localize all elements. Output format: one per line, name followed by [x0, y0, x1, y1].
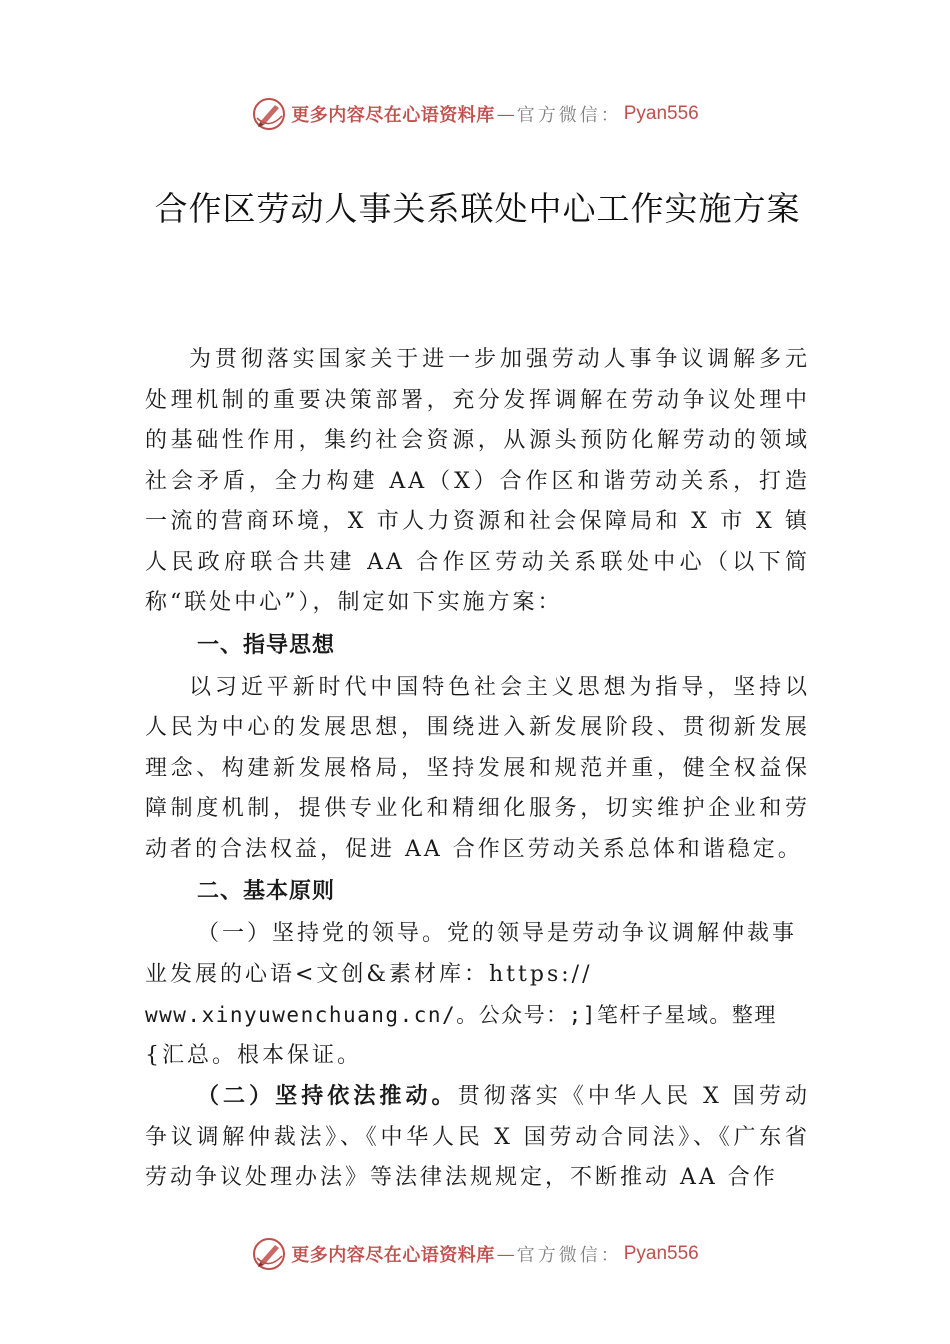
banner-wechat-label: 官方微信：: [516, 105, 622, 126]
banner-library-text: 更多内容尽在心语资料库: [291, 1245, 495, 1266]
intro-paragraph: 为贯彻落实国家关于进一步加强劳动人事争议调解多元处理机制的重要决策部署，充分发挥调解在劳动争议处理中的基础性作用，集约社会资源，从源头预防化解劳动的领域社会矛盾，全力构建 AA（X）合作区和谐劳动关系，打造一流的营商环境，X 市人力资源和社会保障局和 X 市 X 镇人民政府联合共建 AA 合作区劳动关系联处中心（以下简称“联处中心”），制定如下实施方案：: [145, 347, 810, 615]
principle-two-text: 贯彻落实《中华人民 X 国劳动争议调解仲裁法》、《中华人民 X 国劳动合同法》、《广东省劳动争议处理办法》等法律法规规定，不断推动 AA 合作: [145, 1084, 810, 1190]
principle-one-line-2: 业发展的心语<文创&素材库：https://: [145, 961, 593, 987]
pen-logo-icon: [251, 96, 287, 132]
banner-dash: —: [496, 1243, 515, 1265]
section-heading-basic-principles: 二、基本原则: [197, 879, 336, 904]
pen-logo-icon: [251, 1236, 287, 1272]
banner-wechat-id: Pyan556: [623, 103, 699, 124]
banner-library-text: 更多内容尽在心语资料库: [291, 105, 495, 126]
guiding-ideology-paragraph: 以习近平新时代中国特色社会主义思想为指导，坚持以人民为中心的发展思想，围绕进入新发展阶段、贯彻新发展理念、构建新发展格局，坚持发展和规范并重，健全权益保障制度机制，提供专业化和精细化服务，切实维护企业和劳动者的合法权益，促进 AA 合作区劳动关系总体和谐稳定。: [145, 674, 810, 862]
document-title: 合作区劳动人事关系联处中心工作实施方案: [154, 189, 801, 228]
principle-one-line-4: {汇总。根本保证。: [145, 1042, 362, 1068]
principle-one-line-3: www.xinyuwenchuang.cn/。公众号：;]笔杆子星域。整理: [145, 1003, 777, 1027]
section-heading-guiding-ideology: 一、指导思想: [197, 632, 336, 658]
footer-watermark-banner: [0, 1234, 950, 1274]
principle-two-paragraph: [145, 1076, 810, 1199]
banner-wechat-id: Pyan556: [623, 1243, 699, 1264]
banner-wechat-label: 官方微信：: [516, 1245, 622, 1266]
principle-two-label: （二）坚持依法推动。: [197, 1083, 458, 1109]
banner-dash: —: [496, 103, 515, 125]
header-watermark-banner: [0, 94, 950, 134]
principle-one-line-1: （一）坚持党的领导。党的领导是劳动争议调解仲裁事: [197, 921, 798, 946]
document-body: [145, 340, 810, 1199]
